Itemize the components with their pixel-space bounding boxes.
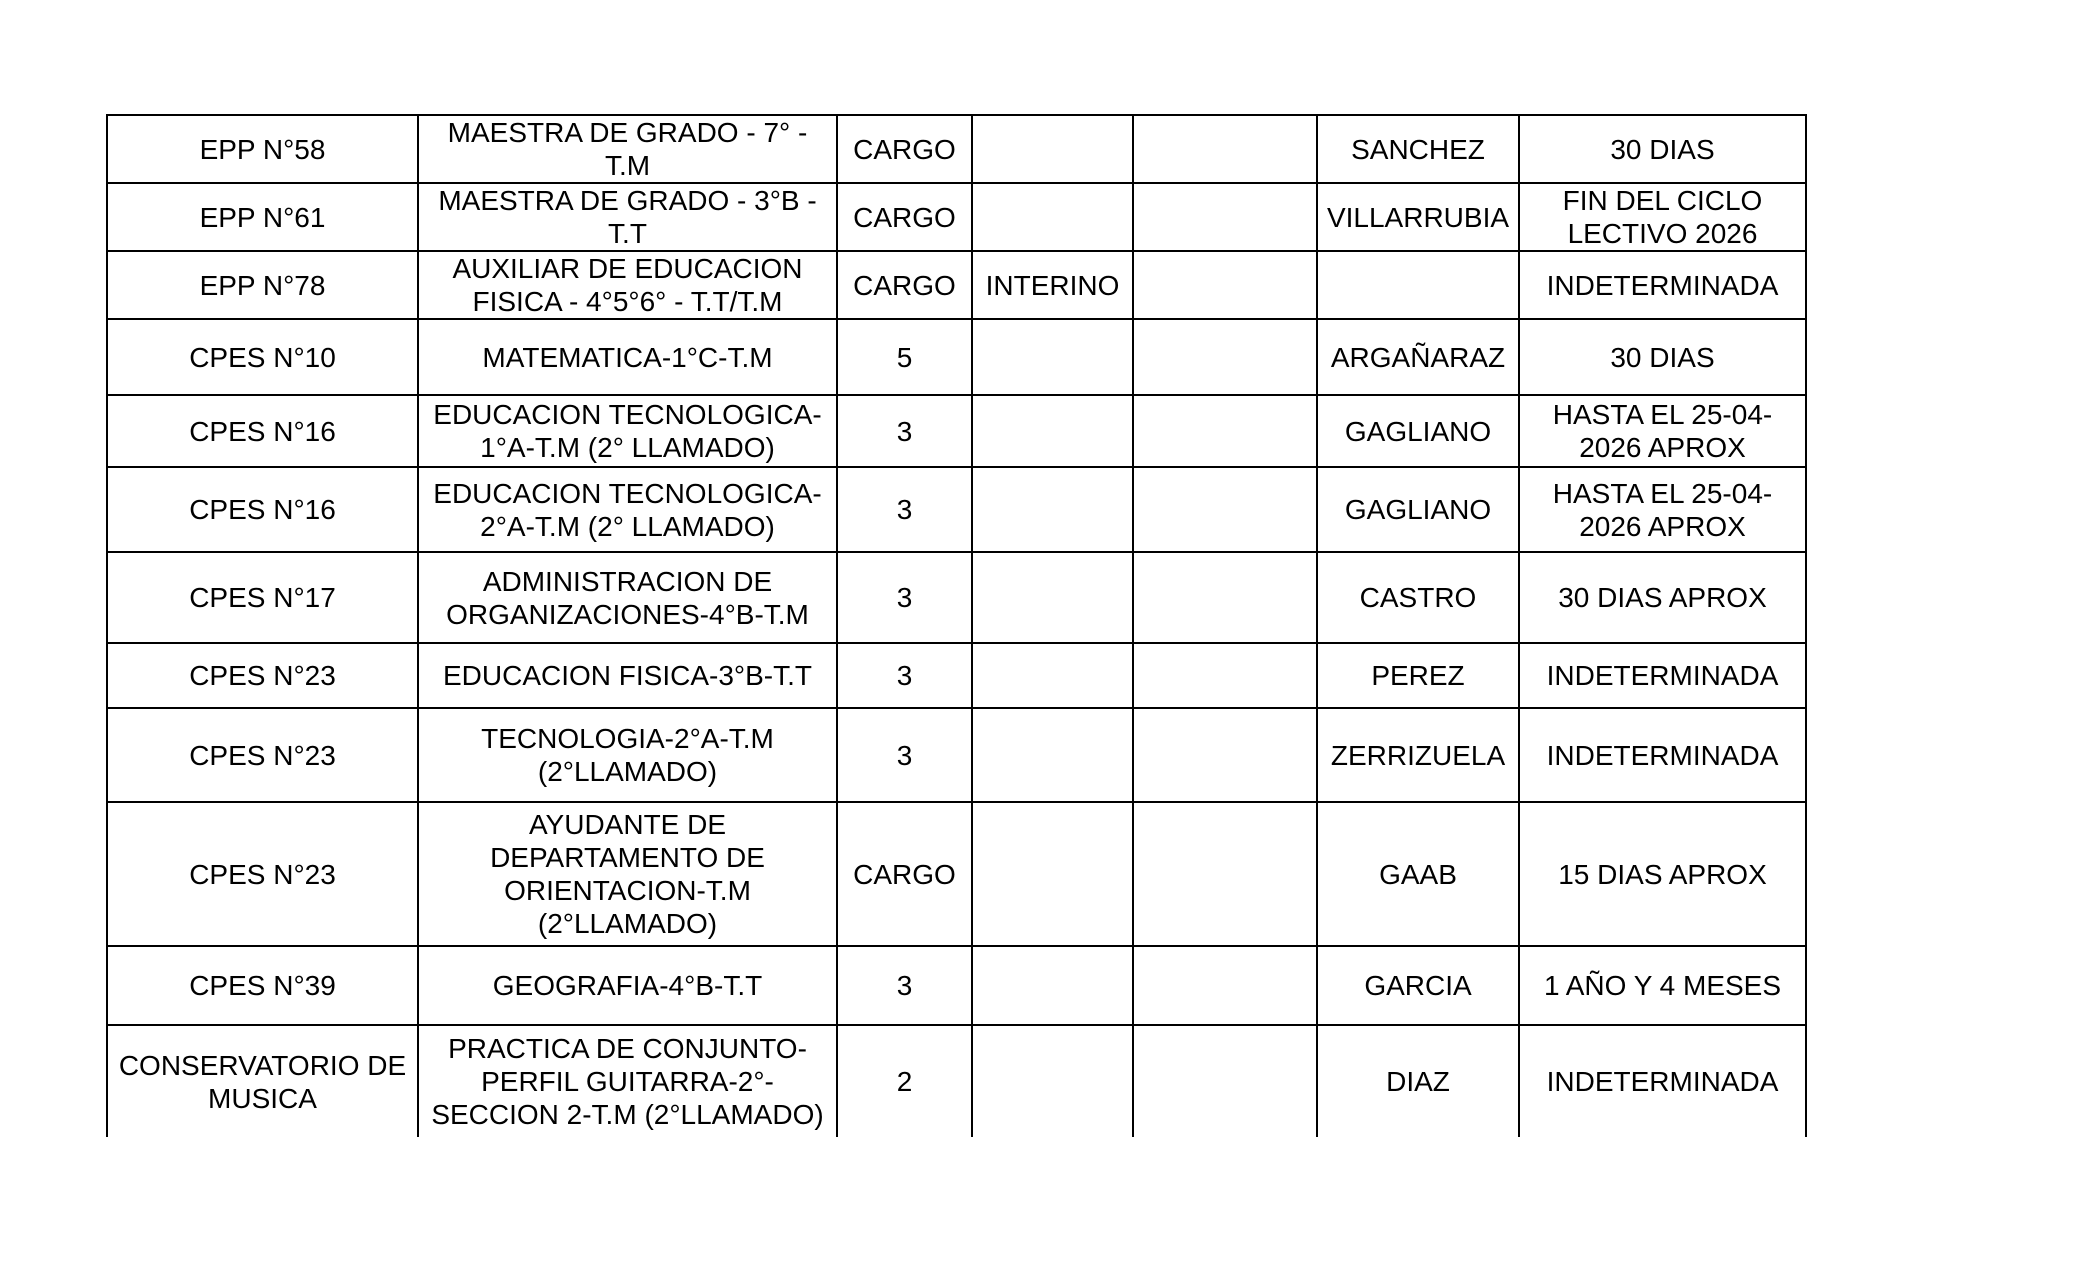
- school-cell: EPP N°58: [107, 115, 418, 183]
- school-cell: CPES N°10: [107, 319, 418, 395]
- position-cell: AYUDANTE DE DEPARTAMENTO DE ORIENTACION-T.M (2°LLAMADO): [418, 802, 837, 946]
- teacher-cell: DIAZ: [1317, 1025, 1519, 1137]
- position-cell: AUXILIAR DE EDUCACION FISICA - 4°5°6° - T.T/T.M: [418, 251, 837, 319]
- table-row: [107, 183, 1806, 251]
- status-cell: [972, 552, 1133, 643]
- school-cell: CONSERVATORIO DE MUSICA: [107, 1025, 418, 1137]
- vacancies-table: [106, 114, 1807, 1137]
- teacher-cell: CASTRO: [1317, 552, 1519, 643]
- hours-cell: 3: [837, 708, 972, 802]
- hours-cell: CARGO: [837, 183, 972, 251]
- teacher-cell: ARGAÑARAZ: [1317, 319, 1519, 395]
- hours-cell: 2: [837, 1025, 972, 1137]
- school-cell: EPP N°78: [107, 251, 418, 319]
- teacher-cell: GAGLIANO: [1317, 395, 1519, 467]
- teacher-cell: PEREZ: [1317, 643, 1519, 708]
- position-cell: ADMINISTRACION DE ORGANIZACIONES-4°B-T.M: [418, 552, 837, 643]
- hours-cell: 3: [837, 395, 972, 467]
- status-cell: [972, 395, 1133, 467]
- hours-cell: 3: [837, 643, 972, 708]
- blank-cell: [1133, 467, 1317, 552]
- school-cell: EPP N°61: [107, 183, 418, 251]
- hours-cell: 5: [837, 319, 972, 395]
- teacher-cell: GAGLIANO: [1317, 467, 1519, 552]
- teacher-cell: VILLARRUBIA: [1317, 183, 1519, 251]
- table-body: [107, 115, 1806, 1137]
- school-cell: CPES N°17: [107, 552, 418, 643]
- hours-cell: 3: [837, 552, 972, 643]
- table-row: [107, 552, 1806, 643]
- school-cell: CPES N°23: [107, 708, 418, 802]
- hours-cell: CARGO: [837, 802, 972, 946]
- duration-cell: 30 DIAS APROX: [1519, 552, 1806, 643]
- position-cell: TECNOLOGIA-2°A-T.M (2°LLAMADO): [418, 708, 837, 802]
- table-row: [107, 946, 1806, 1025]
- status-cell: [972, 467, 1133, 552]
- duration-cell: HASTA EL 25-04-2026 APROX: [1519, 467, 1806, 552]
- position-cell: MATEMATICA-1°C-T.M: [418, 319, 837, 395]
- hours-cell: CARGO: [837, 251, 972, 319]
- blank-cell: [1133, 552, 1317, 643]
- teacher-cell: ZERRIZUELA: [1317, 708, 1519, 802]
- teacher-cell: SANCHEZ: [1317, 115, 1519, 183]
- blank-cell: [1133, 643, 1317, 708]
- duration-cell: 30 DIAS: [1519, 319, 1806, 395]
- teacher-cell: GAAB: [1317, 802, 1519, 946]
- status-cell: [972, 802, 1133, 946]
- duration-cell: INDETERMINADA: [1519, 251, 1806, 319]
- blank-cell: [1133, 946, 1317, 1025]
- duration-cell: 15 DIAS APROX: [1519, 802, 1806, 946]
- blank-cell: [1133, 708, 1317, 802]
- position-cell: GEOGRAFIA-4°B-T.T: [418, 946, 837, 1025]
- blank-cell: [1133, 802, 1317, 946]
- position-cell: EDUCACION TECNOLOGICA-2°A-T.M (2° LLAMADO): [418, 467, 837, 552]
- table-row: [107, 1025, 1806, 1137]
- teacher-cell: GARCIA: [1317, 946, 1519, 1025]
- blank-cell: [1133, 1025, 1317, 1137]
- duration-cell: HASTA EL 25-04-2026 APROX: [1519, 395, 1806, 467]
- position-cell: MAESTRA DE GRADO - 7° - T.M: [418, 115, 837, 183]
- duration-cell: INDETERMINADA: [1519, 1025, 1806, 1137]
- hours-cell: 3: [837, 946, 972, 1025]
- school-cell: CPES N°16: [107, 467, 418, 552]
- status-cell: [972, 1025, 1133, 1137]
- table-row: [107, 643, 1806, 708]
- table-row: [107, 319, 1806, 395]
- status-cell: [972, 115, 1133, 183]
- status-cell: [972, 708, 1133, 802]
- blank-cell: [1133, 251, 1317, 319]
- status-cell: [972, 319, 1133, 395]
- status-cell: INTERINO: [972, 251, 1133, 319]
- duration-cell: INDETERMINADA: [1519, 643, 1806, 708]
- blank-cell: [1133, 183, 1317, 251]
- status-cell: [972, 643, 1133, 708]
- blank-cell: [1133, 115, 1317, 183]
- blank-cell: [1133, 319, 1317, 395]
- table-row: [107, 395, 1806, 467]
- status-cell: [972, 183, 1133, 251]
- hours-cell: CARGO: [837, 115, 972, 183]
- table-row: [107, 708, 1806, 802]
- table-row: [107, 251, 1806, 319]
- table-row: [107, 802, 1806, 946]
- table-row: [107, 115, 1806, 183]
- table-row: [107, 467, 1806, 552]
- position-cell: EDUCACION FISICA-3°B-T.T: [418, 643, 837, 708]
- duration-cell: FIN DEL CICLO LECTIVO 2026: [1519, 183, 1806, 251]
- school-cell: CPES N°16: [107, 395, 418, 467]
- school-cell: CPES N°39: [107, 946, 418, 1025]
- position-cell: MAESTRA DE GRADO - 3°B - T.T: [418, 183, 837, 251]
- duration-cell: 1 AÑO Y 4 MESES: [1519, 946, 1806, 1025]
- status-cell: [972, 946, 1133, 1025]
- duration-cell: INDETERMINADA: [1519, 708, 1806, 802]
- hours-cell: 3: [837, 467, 972, 552]
- position-cell: PRACTICA DE CONJUNTO-PERFIL GUITARRA-2°-SECCION 2-T.M (2°LLAMADO): [418, 1025, 837, 1137]
- school-cell: CPES N°23: [107, 643, 418, 708]
- teacher-cell: [1317, 251, 1519, 319]
- blank-cell: [1133, 395, 1317, 467]
- position-cell: EDUCACION TECNOLOGICA-1°A-T.M (2° LLAMADO): [418, 395, 837, 467]
- duration-cell: 30 DIAS: [1519, 115, 1806, 183]
- school-cell: CPES N°23: [107, 802, 418, 946]
